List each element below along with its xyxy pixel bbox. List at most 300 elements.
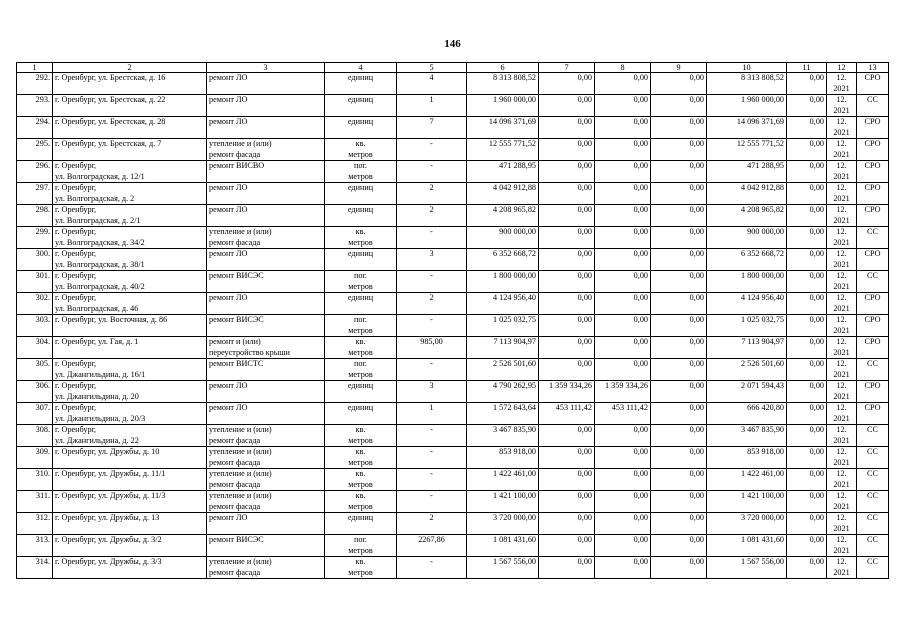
column-header-5: 5 bbox=[397, 63, 467, 73]
volume-cell: - bbox=[397, 139, 467, 161]
total-cost-cell: 7 113 904,97 bbox=[467, 337, 539, 359]
method-cell: СРО bbox=[857, 249, 889, 271]
unit-cell: кв. метров bbox=[325, 227, 397, 249]
work-type-cell: утепление и (или) ремонт фасада bbox=[207, 469, 325, 491]
fund-cost-cell: 0,00 bbox=[539, 73, 595, 95]
total-cost-cell: 853 918,00 bbox=[467, 447, 539, 469]
deadline-cell: 12. 2021 bbox=[827, 315, 857, 337]
budget-cost-cell: 0,00 bbox=[651, 271, 707, 293]
budget-cost-cell: 0,00 bbox=[651, 535, 707, 557]
unit-cell: единиц bbox=[325, 513, 397, 535]
table-row bbox=[17, 381, 889, 403]
method-cell: СРО bbox=[857, 205, 889, 227]
unit-cell: единиц bbox=[325, 183, 397, 205]
deadline-cell: 12. 2021 bbox=[827, 381, 857, 403]
fund-cost-cell: 0,00 bbox=[539, 293, 595, 315]
address-cell: г. Оренбург, ул. Дружбы, д. 10 bbox=[53, 447, 207, 469]
volume-cell: - bbox=[397, 161, 467, 183]
total-cost-cell: 3 467 835,90 bbox=[467, 425, 539, 447]
budget-cost-cell: 0,00 bbox=[651, 337, 707, 359]
owners-cost-cell: 6 352 668,72 bbox=[707, 249, 787, 271]
address-cell: г. Оренбург, ул. Дружбы, д. 3/2 bbox=[53, 535, 207, 557]
deadline-cell: 12. 2021 bbox=[827, 205, 857, 227]
total-cost-cell: 1 567 556,00 bbox=[467, 557, 539, 579]
owners-cost-cell: 853 918,00 bbox=[707, 447, 787, 469]
owners-cost-cell: 1 025 032,75 bbox=[707, 315, 787, 337]
table-row bbox=[17, 95, 889, 117]
method-cell: СРО bbox=[857, 315, 889, 337]
owners-cost-cell: 4 124 956,40 bbox=[707, 293, 787, 315]
table-row bbox=[17, 337, 889, 359]
total-cost-cell: 1 572 643,64 bbox=[467, 403, 539, 425]
method-cell: СРО bbox=[857, 73, 889, 95]
owners-cost-cell: 14 096 371,69 bbox=[707, 117, 787, 139]
total-cost-cell: 3 720 000,00 bbox=[467, 513, 539, 535]
address-cell: г. Оренбург, ул. Джангильдина, д. 16/1 bbox=[53, 359, 207, 381]
method-cell: СРО bbox=[857, 117, 889, 139]
volume-cell: 1 bbox=[397, 403, 467, 425]
column-header-7: 7 bbox=[539, 63, 595, 73]
column-header-4: 4 bbox=[325, 63, 397, 73]
volume-cell: - bbox=[397, 271, 467, 293]
address-cell: г. Оренбург, ул. Волгоградская, д. 38/1 bbox=[53, 249, 207, 271]
table-row bbox=[17, 293, 889, 315]
address-cell: г. Оренбург, ул. Дружбы, д. 11/3 bbox=[53, 491, 207, 513]
other-cost-cell: 0,00 bbox=[787, 139, 827, 161]
budget-cost-cell: 0,00 bbox=[651, 491, 707, 513]
row-number: 293. bbox=[17, 95, 53, 117]
fund-cost-cell: 0,00 bbox=[539, 139, 595, 161]
work-type-cell: утепление и (или) ремонт фасада bbox=[207, 139, 325, 161]
table-row bbox=[17, 469, 889, 491]
deadline-cell: 12. 2021 bbox=[827, 139, 857, 161]
owners-cost-cell: 3 467 835,90 bbox=[707, 425, 787, 447]
table-row bbox=[17, 117, 889, 139]
other-cost-cell: 0,00 bbox=[787, 117, 827, 139]
unit-cell: кв. метров bbox=[325, 469, 397, 491]
method-cell: СРО bbox=[857, 139, 889, 161]
budget-cost-cell: 0,00 bbox=[651, 425, 707, 447]
volume-cell: 985,00 bbox=[397, 337, 467, 359]
fund-cost-cell: 0,00 bbox=[539, 95, 595, 117]
method-cell: СС bbox=[857, 513, 889, 535]
owners-cost-cell: 4 208 965,82 bbox=[707, 205, 787, 227]
row-number: 294. bbox=[17, 117, 53, 139]
fund-cost-cell: 0,00 bbox=[539, 249, 595, 271]
address-cell: г. Оренбург, ул. Волгоградская, д. 2/1 bbox=[53, 205, 207, 227]
address-cell: г. Оренбург, ул. Гая, д. 1 bbox=[53, 337, 207, 359]
unit-cell: единиц bbox=[325, 381, 397, 403]
deadline-cell: 12. 2021 bbox=[827, 271, 857, 293]
owners-cost-cell: 471 288,95 bbox=[707, 161, 787, 183]
total-cost-cell: 1 800 000,00 bbox=[467, 271, 539, 293]
unit-cell: единиц bbox=[325, 73, 397, 95]
method-cell: СРО bbox=[857, 381, 889, 403]
fund-cost-2-cell: 0,00 bbox=[595, 491, 651, 513]
method-cell: СС bbox=[857, 469, 889, 491]
column-header-1: 1 bbox=[17, 63, 53, 73]
unit-cell: кв. метров bbox=[325, 425, 397, 447]
table-row bbox=[17, 227, 889, 249]
volume-cell: 2 bbox=[397, 205, 467, 227]
row-number: 297. bbox=[17, 183, 53, 205]
address-cell: г. Оренбург, ул. Волгоградская, д. 40/2 bbox=[53, 271, 207, 293]
fund-cost-cell: 0,00 bbox=[539, 425, 595, 447]
method-cell: СС bbox=[857, 491, 889, 513]
other-cost-cell: 0,00 bbox=[787, 293, 827, 315]
other-cost-cell: 0,00 bbox=[787, 227, 827, 249]
page-number: 146 bbox=[444, 38, 461, 50]
address-cell: г. Оренбург, ул. Волгоградская, д. 34/2 bbox=[53, 227, 207, 249]
row-number: 302. bbox=[17, 293, 53, 315]
address-cell: г. Оренбург, ул. Джангильдина, д. 20/3 bbox=[53, 403, 207, 425]
volume-cell: 2 bbox=[397, 293, 467, 315]
fund-cost-2-cell: 0,00 bbox=[595, 425, 651, 447]
method-cell: СРО bbox=[857, 403, 889, 425]
column-header-6: 6 bbox=[467, 63, 539, 73]
other-cost-cell: 0,00 bbox=[787, 337, 827, 359]
address-cell: г. Оренбург, ул. Брестская, д. 16 bbox=[53, 73, 207, 95]
address-cell: г. Оренбург, ул. Брестская, д. 22 bbox=[53, 95, 207, 117]
other-cost-cell: 0,00 bbox=[787, 425, 827, 447]
column-header-8: 8 bbox=[595, 63, 651, 73]
address-cell: г. Оренбург, ул. Волгоградская, д. 46 bbox=[53, 293, 207, 315]
address-cell: г. Оренбург, ул. Дружбы, д. 3/3 bbox=[53, 557, 207, 579]
column-header-10: 10 bbox=[707, 63, 787, 73]
budget-cost-cell: 0,00 bbox=[651, 205, 707, 227]
volume-cell: 1 bbox=[397, 95, 467, 117]
owners-cost-cell: 3 720 000,00 bbox=[707, 513, 787, 535]
total-cost-cell: 4 208 965,82 bbox=[467, 205, 539, 227]
work-type-cell: ремонт ВИСЭС bbox=[207, 535, 325, 557]
fund-cost-cell: 0,00 bbox=[539, 117, 595, 139]
owners-cost-cell: 1 567 556,00 bbox=[707, 557, 787, 579]
row-number: 310. bbox=[17, 469, 53, 491]
method-cell: СС bbox=[857, 95, 889, 117]
row-number: 305. bbox=[17, 359, 53, 381]
owners-cost-cell: 2 526 501,60 bbox=[707, 359, 787, 381]
other-cost-cell: 0,00 bbox=[787, 205, 827, 227]
budget-cost-cell: 0,00 bbox=[651, 469, 707, 491]
owners-cost-cell: 4 042 912,88 bbox=[707, 183, 787, 205]
table-row bbox=[17, 535, 889, 557]
unit-cell: единиц bbox=[325, 117, 397, 139]
fund-cost-2-cell: 0,00 bbox=[595, 513, 651, 535]
fund-cost-2-cell: 0,00 bbox=[595, 447, 651, 469]
deadline-cell: 12. 2021 bbox=[827, 183, 857, 205]
fund-cost-2-cell: 0,00 bbox=[595, 117, 651, 139]
fund-cost-2-cell: 0,00 bbox=[595, 271, 651, 293]
fund-cost-2-cell: 0,00 bbox=[595, 139, 651, 161]
row-number: 299. bbox=[17, 227, 53, 249]
table-row bbox=[17, 447, 889, 469]
budget-cost-cell: 0,00 bbox=[651, 249, 707, 271]
table-row bbox=[17, 183, 889, 205]
address-cell: г. Оренбург, ул. Брестская, д. 7 bbox=[53, 139, 207, 161]
work-type-cell: утепление и (или) ремонт фасада bbox=[207, 227, 325, 249]
table-row bbox=[17, 425, 889, 447]
volume-cell: - bbox=[397, 227, 467, 249]
other-cost-cell: 0,00 bbox=[787, 381, 827, 403]
budget-cost-cell: 0,00 bbox=[651, 95, 707, 117]
fund-cost-cell: 0,00 bbox=[539, 513, 595, 535]
fund-cost-cell: 453 111,42 bbox=[539, 403, 595, 425]
other-cost-cell: 0,00 bbox=[787, 359, 827, 381]
volume-cell: - bbox=[397, 447, 467, 469]
column-header-11: 11 bbox=[787, 63, 827, 73]
table-row bbox=[17, 139, 889, 161]
total-cost-cell: 4 042 912,88 bbox=[467, 183, 539, 205]
volume-cell: 2 bbox=[397, 183, 467, 205]
table-row bbox=[17, 249, 889, 271]
volume-cell: - bbox=[397, 315, 467, 337]
address-cell: г. Оренбург, ул. Восточная, д. 86 bbox=[53, 315, 207, 337]
total-cost-cell: 14 096 371,69 bbox=[467, 117, 539, 139]
deadline-cell: 12. 2021 bbox=[827, 227, 857, 249]
total-cost-cell: 4 790 262,95 bbox=[467, 381, 539, 403]
deadline-cell: 12. 2021 bbox=[827, 359, 857, 381]
budget-cost-cell: 0,00 bbox=[651, 447, 707, 469]
table-row bbox=[17, 359, 889, 381]
fund-cost-cell: 0,00 bbox=[539, 337, 595, 359]
row-number: 311. bbox=[17, 491, 53, 513]
fund-cost-2-cell: 0,00 bbox=[595, 469, 651, 491]
address-cell: г. Оренбург, ул. Джангильдина, д. 22 bbox=[53, 425, 207, 447]
deadline-cell: 12. 2021 bbox=[827, 469, 857, 491]
fund-cost-cell: 0,00 bbox=[539, 535, 595, 557]
address-cell: г. Оренбург, ул. Волгоградская, д. 2 bbox=[53, 183, 207, 205]
total-cost-cell: 8 313 808,52 bbox=[467, 73, 539, 95]
budget-cost-cell: 0,00 bbox=[651, 557, 707, 579]
fund-cost-cell: 0,00 bbox=[539, 359, 595, 381]
table-row bbox=[17, 315, 889, 337]
address-cell: г. Оренбург, ул. Волгоградская, д. 12/1 bbox=[53, 161, 207, 183]
other-cost-cell: 0,00 bbox=[787, 315, 827, 337]
budget-cost-cell: 0,00 bbox=[651, 359, 707, 381]
deadline-cell: 12. 2021 bbox=[827, 403, 857, 425]
total-cost-cell: 1 422 461,00 bbox=[467, 469, 539, 491]
work-type-cell: ремонт ЛО bbox=[207, 403, 325, 425]
fund-cost-2-cell: 0,00 bbox=[595, 249, 651, 271]
fund-cost-cell: 0,00 bbox=[539, 227, 595, 249]
total-cost-cell: 1 025 032,75 bbox=[467, 315, 539, 337]
row-number: 306. bbox=[17, 381, 53, 403]
volume-cell: - bbox=[397, 359, 467, 381]
fund-cost-2-cell: 0,00 bbox=[595, 359, 651, 381]
unit-cell: единиц bbox=[325, 403, 397, 425]
method-cell: СС bbox=[857, 447, 889, 469]
fund-cost-2-cell: 0,00 bbox=[595, 293, 651, 315]
fund-cost-cell: 0,00 bbox=[539, 271, 595, 293]
method-cell: СРО bbox=[857, 161, 889, 183]
method-cell: СС bbox=[857, 557, 889, 579]
total-cost-cell: 4 124 956,40 bbox=[467, 293, 539, 315]
fund-cost-cell: 0,00 bbox=[539, 469, 595, 491]
fund-cost-cell: 0,00 bbox=[539, 183, 595, 205]
fund-cost-2-cell: 0,00 bbox=[595, 227, 651, 249]
total-cost-cell: 2 526 501,60 bbox=[467, 359, 539, 381]
deadline-cell: 12. 2021 bbox=[827, 161, 857, 183]
work-type-cell: ремонт ЛО bbox=[207, 183, 325, 205]
other-cost-cell: 0,00 bbox=[787, 535, 827, 557]
other-cost-cell: 0,00 bbox=[787, 447, 827, 469]
unit-cell: кв. метров bbox=[325, 337, 397, 359]
work-type-cell: ремонт ЛО bbox=[207, 381, 325, 403]
deadline-cell: 12. 2021 bbox=[827, 337, 857, 359]
other-cost-cell: 0,00 bbox=[787, 403, 827, 425]
method-cell: СС bbox=[857, 271, 889, 293]
work-type-cell: ремонт ВИСЭС bbox=[207, 271, 325, 293]
table-row bbox=[17, 205, 889, 227]
work-type-cell: ремонт ЛО bbox=[207, 513, 325, 535]
deadline-cell: 12. 2021 bbox=[827, 447, 857, 469]
volume-cell: 7 bbox=[397, 117, 467, 139]
work-type-cell: ремонт ЛО bbox=[207, 249, 325, 271]
table-row bbox=[17, 403, 889, 425]
works-table bbox=[16, 62, 889, 579]
table-row bbox=[17, 271, 889, 293]
other-cost-cell: 0,00 bbox=[787, 249, 827, 271]
table-row bbox=[17, 73, 889, 95]
unit-cell: пог. метров bbox=[325, 161, 397, 183]
work-type-cell: ремонт ЛО bbox=[207, 95, 325, 117]
owners-cost-cell: 900 000,00 bbox=[707, 227, 787, 249]
other-cost-cell: 0,00 bbox=[787, 95, 827, 117]
header-row bbox=[17, 63, 889, 73]
total-cost-cell: 900 000,00 bbox=[467, 227, 539, 249]
volume-cell: - bbox=[397, 425, 467, 447]
other-cost-cell: 0,00 bbox=[787, 271, 827, 293]
unit-cell: единиц bbox=[325, 249, 397, 271]
deadline-cell: 12. 2021 bbox=[827, 73, 857, 95]
column-header-13: 13 bbox=[857, 63, 889, 73]
unit-cell: кв. метров bbox=[325, 447, 397, 469]
other-cost-cell: 0,00 bbox=[787, 469, 827, 491]
total-cost-cell: 1 421 100,00 bbox=[467, 491, 539, 513]
work-type-cell: ремонт ЛО bbox=[207, 205, 325, 227]
fund-cost-2-cell: 0,00 bbox=[595, 183, 651, 205]
unit-cell: единиц bbox=[325, 95, 397, 117]
volume-cell: 3 bbox=[397, 381, 467, 403]
owners-cost-cell: 1 422 461,00 bbox=[707, 469, 787, 491]
deadline-cell: 12. 2021 bbox=[827, 95, 857, 117]
fund-cost-2-cell: 0,00 bbox=[595, 557, 651, 579]
row-number: 314. bbox=[17, 557, 53, 579]
work-type-cell: утепление и (или) ремонт фасада bbox=[207, 447, 325, 469]
owners-cost-cell: 8 313 808,52 bbox=[707, 73, 787, 95]
fund-cost-2-cell: 0,00 bbox=[595, 161, 651, 183]
total-cost-cell: 471 288,95 bbox=[467, 161, 539, 183]
fund-cost-cell: 0,00 bbox=[539, 205, 595, 227]
address-cell: г. Оренбург, ул. Джангильдина, д. 20 bbox=[53, 381, 207, 403]
column-header-3: 3 bbox=[207, 63, 325, 73]
work-type-cell: ремонт ВИСВО bbox=[207, 161, 325, 183]
owners-cost-cell: 1 081 431,60 bbox=[707, 535, 787, 557]
row-number: 308. bbox=[17, 425, 53, 447]
volume-cell: 2 bbox=[397, 513, 467, 535]
total-cost-cell: 1 081 431,60 bbox=[467, 535, 539, 557]
total-cost-cell: 1 960 000,00 bbox=[467, 95, 539, 117]
row-number: 303. bbox=[17, 315, 53, 337]
table-row bbox=[17, 161, 889, 183]
column-header-12: 12 bbox=[827, 63, 857, 73]
owners-cost-cell: 7 113 904,97 bbox=[707, 337, 787, 359]
volume-cell: - bbox=[397, 469, 467, 491]
deadline-cell: 12. 2021 bbox=[827, 535, 857, 557]
total-cost-cell: 6 352 668,72 bbox=[467, 249, 539, 271]
budget-cost-cell: 0,00 bbox=[651, 513, 707, 535]
budget-cost-cell: 0,00 bbox=[651, 227, 707, 249]
budget-cost-cell: 0,00 bbox=[651, 139, 707, 161]
work-type-cell: ремонт и (или) переустройство крыши bbox=[207, 337, 325, 359]
owners-cost-cell: 666 420,80 bbox=[707, 403, 787, 425]
column-header-2: 2 bbox=[53, 63, 207, 73]
budget-cost-cell: 0,00 bbox=[651, 381, 707, 403]
fund-cost-cell: 0,00 bbox=[539, 161, 595, 183]
budget-cost-cell: 0,00 bbox=[651, 183, 707, 205]
work-type-cell: ремонт ЛО bbox=[207, 293, 325, 315]
budget-cost-cell: 0,00 bbox=[651, 293, 707, 315]
unit-cell: кв. метров bbox=[325, 557, 397, 579]
unit-cell: пог. метров bbox=[325, 535, 397, 557]
row-number: 304. bbox=[17, 337, 53, 359]
unit-cell: единиц bbox=[325, 293, 397, 315]
owners-cost-cell: 1 800 000,00 bbox=[707, 271, 787, 293]
work-type-cell: ремонт ЛО bbox=[207, 73, 325, 95]
work-type-cell: утепление и (или) ремонт фасада bbox=[207, 557, 325, 579]
table-row bbox=[17, 491, 889, 513]
other-cost-cell: 0,00 bbox=[787, 513, 827, 535]
work-type-cell: утепление и (или) ремонт фасада bbox=[207, 425, 325, 447]
row-number: 296. bbox=[17, 161, 53, 183]
row-number: 300. bbox=[17, 249, 53, 271]
unit-cell: кв. метров bbox=[325, 491, 397, 513]
deadline-cell: 12. 2021 bbox=[827, 557, 857, 579]
fund-cost-cell: 0,00 bbox=[539, 557, 595, 579]
volume-cell: 3 bbox=[397, 249, 467, 271]
other-cost-cell: 0,00 bbox=[787, 73, 827, 95]
other-cost-cell: 0,00 bbox=[787, 161, 827, 183]
deadline-cell: 12. 2021 bbox=[827, 425, 857, 447]
deadline-cell: 12. 2021 bbox=[827, 293, 857, 315]
fund-cost-cell: 1 359 334,26 bbox=[539, 381, 595, 403]
fund-cost-2-cell: 0,00 bbox=[595, 337, 651, 359]
fund-cost-2-cell: 453 111,42 bbox=[595, 403, 651, 425]
row-number: 312. bbox=[17, 513, 53, 535]
fund-cost-cell: 0,00 bbox=[539, 491, 595, 513]
budget-cost-cell: 0,00 bbox=[651, 315, 707, 337]
row-number: 298. bbox=[17, 205, 53, 227]
fund-cost-2-cell: 1 359 334,26 bbox=[595, 381, 651, 403]
row-number: 309. bbox=[17, 447, 53, 469]
row-number: 292. bbox=[17, 73, 53, 95]
fund-cost-2-cell: 0,00 bbox=[595, 95, 651, 117]
fund-cost-cell: 0,00 bbox=[539, 315, 595, 337]
fund-cost-2-cell: 0,00 bbox=[595, 535, 651, 557]
volume-cell: 2267,86 bbox=[397, 535, 467, 557]
address-cell: г. Оренбург, ул. Брестская, д. 28 bbox=[53, 117, 207, 139]
method-cell: СС bbox=[857, 227, 889, 249]
address-cell: г. Оренбург, ул. Дружбы, д. 13 bbox=[53, 513, 207, 535]
owners-cost-cell: 1 421 100,00 bbox=[707, 491, 787, 513]
work-type-cell: ремонт ВИСТС bbox=[207, 359, 325, 381]
budget-cost-cell: 0,00 bbox=[651, 73, 707, 95]
owners-cost-cell: 1 960 000,00 bbox=[707, 95, 787, 117]
owners-cost-cell: 12 555 771,52 bbox=[707, 139, 787, 161]
deadline-cell: 12. 2021 bbox=[827, 249, 857, 271]
method-cell: СРО bbox=[857, 183, 889, 205]
unit-cell: пог. метров bbox=[325, 315, 397, 337]
